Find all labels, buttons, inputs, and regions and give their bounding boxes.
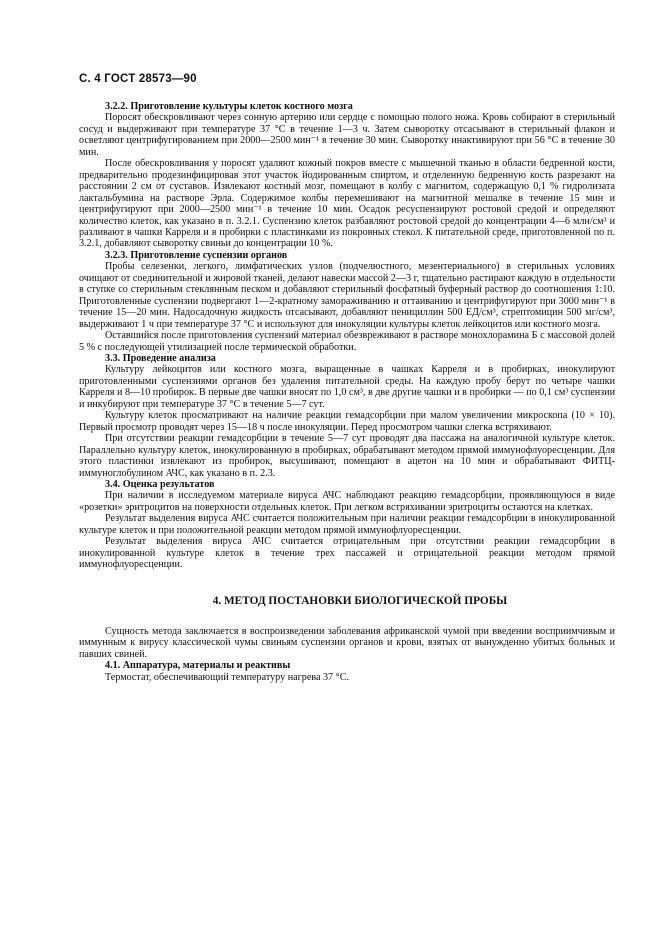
section-heading-4: 4. МЕТОД ПОСТАНОВКИ БИОЛОГИЧЕСКОЙ ПРОБЫ <box>212 594 508 607</box>
paragraph: Культуру лейкоцитов или костного мозга, выращенные в чашках Карреля и в пробирках, инокулируют приготовленными суспензиями органов без удаления питательной среды. На каждую пробу берут по четыре чашки Карреля и 8—10 пробирок. В первые две чашки вносят по 1,0 см³, в две другие чашки и в пробирки — по 0,1 см³ суспензии и инкубируют при температуре 37 °С в течение 5—7 сут. <box>79 364 615 410</box>
subsection-heading-3-4: 3.4. Оценка результатов <box>105 478 215 490</box>
paragraph: При отсутствии реакции гемадсорбции в течение 5—7 сут проводят два пассажа на аналогичной культуре клеток. Параллельно культуру клеток, инокулированную в пробирках, обрабатывают методом прямой иммунофлуоресценции. Для этого пластинки извлекают из пробирок, высушивают, помещают в ацетон на 10 мин и обрабатывают ФИТЦ-иммуноглобулином АЧС, как указано в п. 2.3. <box>79 433 615 479</box>
paragraph: Сущность метода заключается в воспроизведении заболевания африканской чумой при введении восприимчивым и иммунным к вирусу классической чумы свиньям суспензии органов и крови, взятых от вынужденно убитых больных и павших свиней. <box>79 626 615 660</box>
paragraph: Термостат, обеспечивающий температуру нагрева 37 °С. <box>105 671 349 683</box>
paragraph: Оставшийся после приготовления суспензий материал обезвреживают в растворе монохлорамина Б с массовой долей 5 % с последующей утилизацией после термической обработки. <box>79 330 615 353</box>
subsection-heading-3-2-2: 3.2.2. Приготовление культуры клеток костного мозга <box>105 101 353 112</box>
subsection-heading-3-3: 3.3. Проведение анализа <box>105 352 216 364</box>
paragraph: При наличии в исследуемом материале вируса АЧС наблюдают реакцию гемадсорбции, проявляющуюся в виде «розетки» эритроцитов на поверхности отдельных клеток. При легком встряхивании эритроциты остаются на клетках. <box>79 490 615 513</box>
subsection-heading-3-2-3: 3.2.3. Приготовление суспензии органов <box>105 249 288 261</box>
paragraph: После обескровливания у поросят удаляют кожный покров вместе с мышечной тканью в области бедренной кости, предварительно продезинфицировав этот участок йодированным спиртом, и отделенную бедренную кость разрезают на расстоянии 2 см от суставов. Извлекают костный мозг, помещают в колбу с магнитом, содержащую 0,1 % гидролизата лактальбумина на растворе Эрла. Содержимое колбы перемешивают на магнитной мешалке в течение 15 мин и центрифугируют при 2000—2500 мин⁻¹ в течение 10 мин. Осадок ресуспензируют ростовой средой и определяют количество клеток, как указано в п. 3.2.1. Суспензию клеток разбавляют ростовой средой до концентрации 4—6 млн/см³ и разливают в чашки Карреля и в пробирки с пластинками из покровных стекол. К питательной среде, приготовленной по п. 3.2.1, добавляют сыворотку свиньи до концентрации 10 %. <box>79 158 615 250</box>
page-header: С. 4 ГОСТ 28573—90 <box>79 73 197 85</box>
paragraph: Культуру клеток просматривают на наличие реакции гемадсорбции при малом увеличении микроскопа (10 × 10). Первый просмотр проводят через 15—18 ч после инокуляции. Перед просмотром чашки слегка встряхивают. <box>79 410 615 433</box>
subsection-heading-4-1: 4.1. Аппаратура, материалы и реактивы <box>105 660 291 672</box>
paragraph: Поросят обескровливают через сонную артерию или сердце с помощью полого ножа. Кровь собирают в стерильный сосуд и выдерживают при температуре 37 °С в течение 1—3 ч. Затем сыворотку отсасывают в стерильный флакон и осветляют центрифугированием при 2000—2500 мин⁻¹ в течение 30 мин. Сыворотку инактивируют при 56 °С в течение 30 мин. <box>79 112 615 158</box>
paragraph: Результат выделения вируса АЧС считается отрицательным при отсутствии реакции гемадсорбции в инокулированной культуре клеток в течение трех пассажей и отрицательной реакции методом прямой иммунофлуоресценции. <box>79 536 615 571</box>
paragraph: Пробы селезенки, легкого, лимфатических узлов (подчелюстного, мезентериального) в стерильных условиях очищают от соединительной и жировой тканей, делают навески массой 2—3 г, тщательно растирают каждую в отдельности в ступке со стерильным стеклянным песком и добавляют стерильный фосфатный буферный раствор до соотношения 1:10. Приготовленные суспензии подвергают 1—2-кратному замораживанию и оттаиванию и центрифугируют при 3000 мин⁻¹ в течение 15—20 мин. Надосадочную жидкость отсасывают, добавляют пенициллин 500 ЕД/см³, стрептомицин 500 мг/см³, выдерживают 1 ч при температуре 37 °С и используют для инокуляции культуры клеток лейкоцитов или костного мозга. <box>79 261 616 330</box>
document-body <box>79 101 615 683</box>
paragraph: Результат выделения вируса АЧС считается положительным при наличии реакции гемадсорбции в инокулированной культуре клеток и при положительной реакции методом прямой иммунофлуоресценции. <box>79 513 615 536</box>
